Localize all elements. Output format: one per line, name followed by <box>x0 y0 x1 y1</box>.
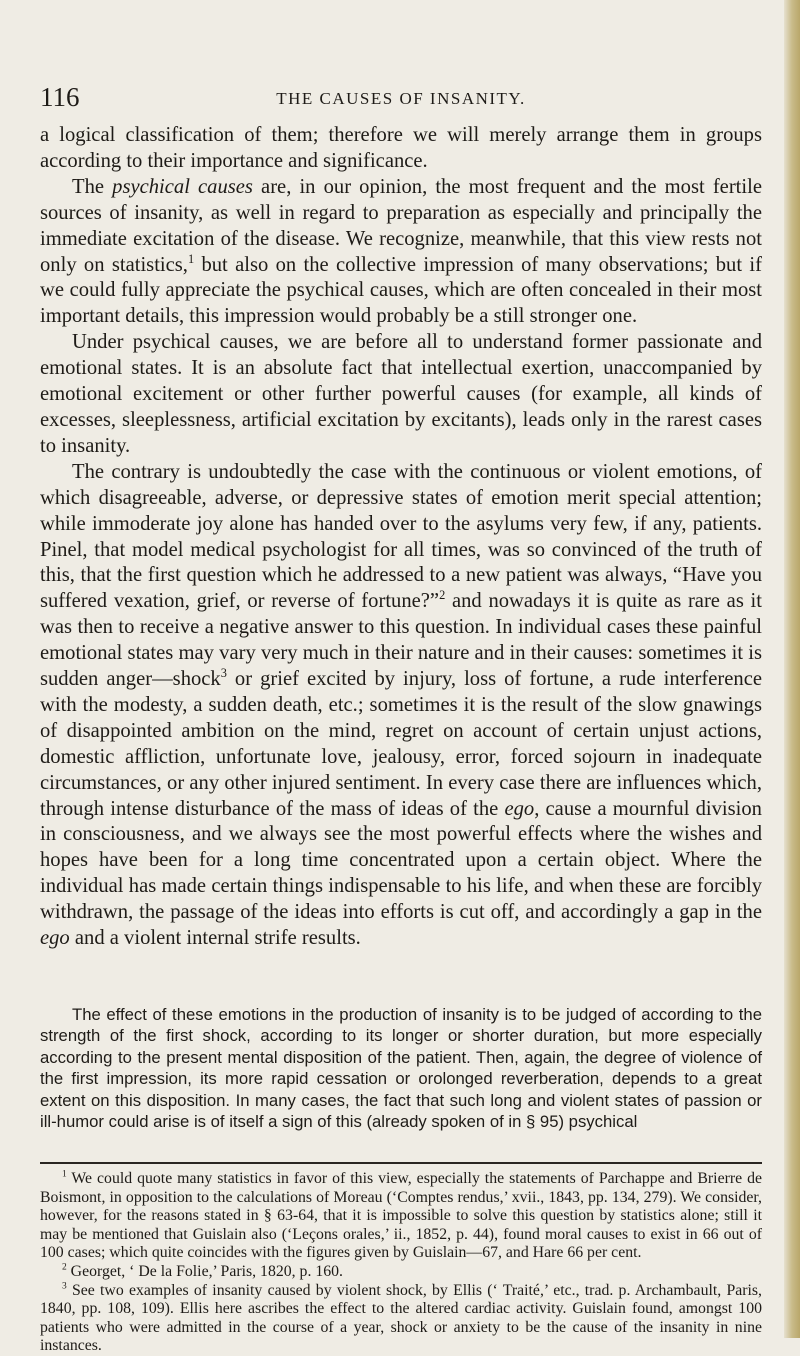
emphasis-ego: ego <box>504 797 535 820</box>
small-print-paragraph: The effect of these emotions in the production of insanity is to be judged of according to the strength of the first shock, according to its longer or shorter duration, but more especially according to the present mental disposition of the patient. Then, again, the degree of violence of the first impression, its more rapid cessation or orolonged reverberation, depends to a great extent on this disposition. In many cases, the fact that such long and violent states of passion or ill-humor could arise is of itself a sign of this (already spoken of in § 95) psychical <box>40 1005 762 1132</box>
emphasis: psychical causes <box>112 175 253 198</box>
footnote-divider <box>40 1162 762 1164</box>
footnotes <box>40 1170 762 1356</box>
page-header <box>40 82 762 112</box>
paragraph-2: The psychical causes are, in our opinion, the most frequent and the most fertile sources of insanity, as well in regard to preparation as especially and principally the immediate excitation of the disease. We recognize, meanwhile, that this view rests not only on statistics,$^1$ but also on the collective impression of many observations; but if we could fully appreciate the psychical causes, which are often concealed in their most important details, this impression would probably be a still stronger one. <box>40 175 762 328</box>
footnote-ref-3: 3 <box>220 666 227 681</box>
footnote-ref-1: 1 <box>187 251 195 266</box>
emphasis-ego: ego <box>40 927 70 950</box>
running-title: THE CAUSES OF INSANITY. <box>276 89 526 108</box>
main-text <box>40 123 762 952</box>
paragraph-1: a logical classification of them; therefore we will merely arrange them in groups according to their importance and significance. <box>40 124 762 172</box>
paragraph-4: The contrary is undoubtedly the case with the continuous or violent emotions, of which disagreeable, adverse, or depressive states of emotion merit special attention; while immoderate joy alone has handed over to the asylums very few, if any, patients. Pinel, that model medical psychologist for all times, was so convinced of the truth of this, that the first question which he addressed to a new patient was always, “Have you suffered vexation, grief, or reverse of fortune?”$^2$ and nowadays it is quite as rare as it was then to receive a negative answer to this question. In individual cases these painful emotional states may vary very much in their nature and in their causes: sometimes it is sudden anger—shock$^3$ or grief excited by injury, loss of fortune, a rude interference with the modesty, a sudden death, etc.; sometimes it is the result of the slow gnawings of disappointed ambition on the mind, regret on account of certain unjust actions, domestic affliction, unfortunate love, jealousy, error, forced sojourn in inadequate circumstances, or any other injured sentiment. In every case there are influences which, through intense disturbance of the mass of ideas of the ego, cause a mournful division in consciousness, and we always see the most powerful effects where the wishes and hopes have been for a long time concentrated upon a certain object. Where the individual has made certain things indispensable to his life, and when these are forcibly withdrawn, the passage of the ideas into efforts is cut off, and accordingly a gap in the ego and a violent internal strife results. <box>40 460 763 950</box>
paragraph-3: Under psychical causes, we are before all to understand former passionate and emotional states. It is an absolute fact that intellectual exertion, unaccompanied by emotional excitement or other further powerful causes (for example, all kinds of excesses, sleeplessness, artificial excitation by excitants), leads only in the rarest cases to insanity. <box>40 331 762 457</box>
page-number: 116 <box>40 82 80 112</box>
footnote-3: $^3$ See two examples of insanity caused by violent shock, by Ellis (‘ Traité,’ etc., trad. p. Archambault, Paris, 1840, pp. 108, 109). Ellis here ascribes the effect to the altered cardiac activity. Guislain found, amongst 100 patients who were admitted in the course of a year, shock or anxiety to be the cause of the insanity in nine instances. <box>40 1281 762 1355</box>
footnote-2: $^2$ Georget, ‘ De la Folie,’ Paris, 1820, p. 160. <box>62 1262 343 1280</box>
footnote-1: $^1$ We could quote many statistics in favor of this view, especially the statements of Parchappe and Brierre de Boismont, in opposition to the calculations of Moreau (‘Comptes rendus,’ xvii., 1843, pp. 134, 279). We consider, however, for the reasons stated in § 63-64, that it is impossible to solve this question by statistics alone; still it may be mentioned that Guislain also (‘Leçons orales,’ ii., 1852, p. 44), found moral causes to exist in 66 out of 100 cases; which quite coincides with the figures given by Guislain—67, and Hare 66 per cent. <box>40 1169 762 1262</box>
footnote-ref-2: 2 <box>439 588 446 603</box>
page-edge <box>784 0 800 1338</box>
